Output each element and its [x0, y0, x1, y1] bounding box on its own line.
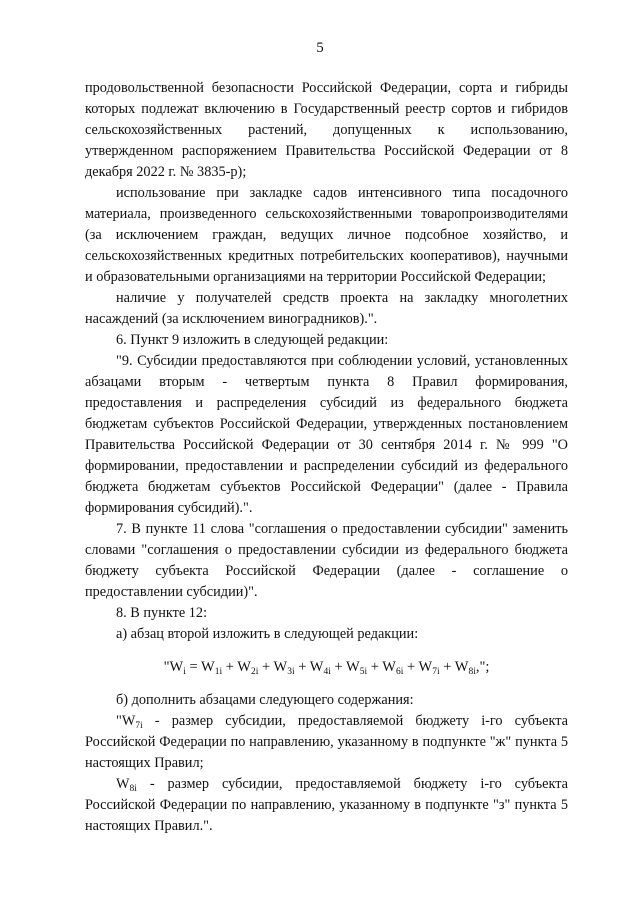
formula-term-base: W — [418, 659, 433, 675]
paragraph-9: б) дополнить абзацами следующего содержания: — [116, 692, 414, 708]
formula-close: ,"; — [475, 659, 490, 675]
formula-term-base: W — [273, 659, 288, 675]
formula-term-sub: 2i — [250, 667, 259, 677]
formula-plus: + — [294, 659, 310, 675]
paragraph-11-rest: - размер субсидии, предоставляемой бюджету i-го субъекта Российской Федерации по направлению, указанному в подпункте "з" пункта 5 настоящих Правил.". — [85, 776, 568, 834]
formula-plus: + — [403, 659, 419, 675]
formula-plus: + — [330, 659, 346, 675]
formula-plus: + — [439, 659, 455, 675]
page-number: 5 — [316, 40, 324, 56]
paragraph-6: 7. В пункте 11 слова "соглашения о предоставлении субсидии" заменить словами "соглашения о предоставлении субсидии из федерального бюджета бюджету субъекта Российской Федерации (далее - соглашение о предоставлении субсидии)". — [85, 521, 568, 600]
paragraph-11-start: W — [116, 776, 130, 792]
paragraph-5: "9. Субсидии предоставляются при соблюдении условий, установленных абзацами вторым - четвертым пункта 8 Правил формирования, предоставления и распределения субсидий из федерального бюджета бюджетам субъектов Российской Федерации, утвержденных постановлением Правительства Российской Федерации от 30 сентября 2014 г. № 999 "О формировании, предоставлении и распределении субсидий из федерального бюджета бюджетам субъектов Российской Федерации" (далее - Правила формирования субсидий).". — [85, 353, 568, 516]
formula-term-sub: 6i — [395, 667, 404, 677]
paragraph-10-start: "W — [116, 713, 136, 729]
paragraph-7: 8. В пункте 12: — [116, 605, 208, 621]
formula-term-sub: 8i — [468, 667, 476, 677]
formula-term-base: W — [382, 659, 396, 675]
formula-plus: + — [367, 659, 383, 675]
formula — [85, 655, 568, 679]
paragraph-1: продовольственной безопасности Российской Федерации, сорта и гибриды которых подлежат включению в Государственный реестр сортов и гибридов сельскохозяйственных растений, допущенных к использованию, утвержденном распоряжением Правительства Российской Федерации от 8 декабря 2022 г. № 3835-р); — [85, 80, 568, 180]
paragraph-3: наличие у получателей средств проекта на закладку многолетних насаждений (за исключением виноградников).". — [85, 290, 568, 327]
paragraph-2: использование при закладке садов интенсивного типа посадочного материала, произведенного сельскохозяйственными товаропроизводителями (за исключением граждан, ведущих личное подсобное хозяйство, и сельскохозяйственных кредитных потребительских кооперативов), научными и образовательными организациями на территории Российской Федерации; — [85, 185, 568, 285]
formula-term-sub: 3i — [287, 667, 295, 677]
formula-term-sub: 7i — [432, 667, 440, 677]
paragraph-4: 6. Пункт 9 изложить в следующей редакции: — [116, 332, 389, 348]
formula-plus: + — [222, 659, 238, 675]
formula-term-sub: 5i — [359, 667, 368, 677]
formula-eq: = — [185, 659, 201, 675]
paragraph-10-sub: 7i — [135, 721, 143, 731]
formula-term-sub: 4i — [323, 667, 331, 677]
paragraph-10 — [85, 711, 568, 774]
formula-term-base: W — [201, 659, 215, 675]
formula-lhs-sub: i — [183, 667, 186, 677]
formula-open: "W — [163, 659, 184, 675]
formula-plus: + — [258, 659, 274, 675]
formula-term-base: W — [309, 659, 324, 675]
paragraph-11-sub: 8i — [129, 784, 137, 794]
formula-term-sub: 1i — [214, 667, 223, 677]
paragraph-11 — [85, 774, 568, 837]
formula-terms — [201, 659, 476, 675]
formula-term-base: W — [346, 659, 360, 675]
paragraph-8: а) абзац второй изложить в следующей редакции: — [116, 626, 419, 642]
paragraph-10-rest: - размер субсидии, предоставляемой бюджету i-го субъекта Российской Федерации по направлению, указанному в подпункте "ж" пункта 5 настоящих Правил; — [85, 713, 568, 771]
formula-term-base: W — [454, 659, 469, 675]
document-body — [85, 78, 568, 837]
formula-term-base: W — [237, 659, 251, 675]
